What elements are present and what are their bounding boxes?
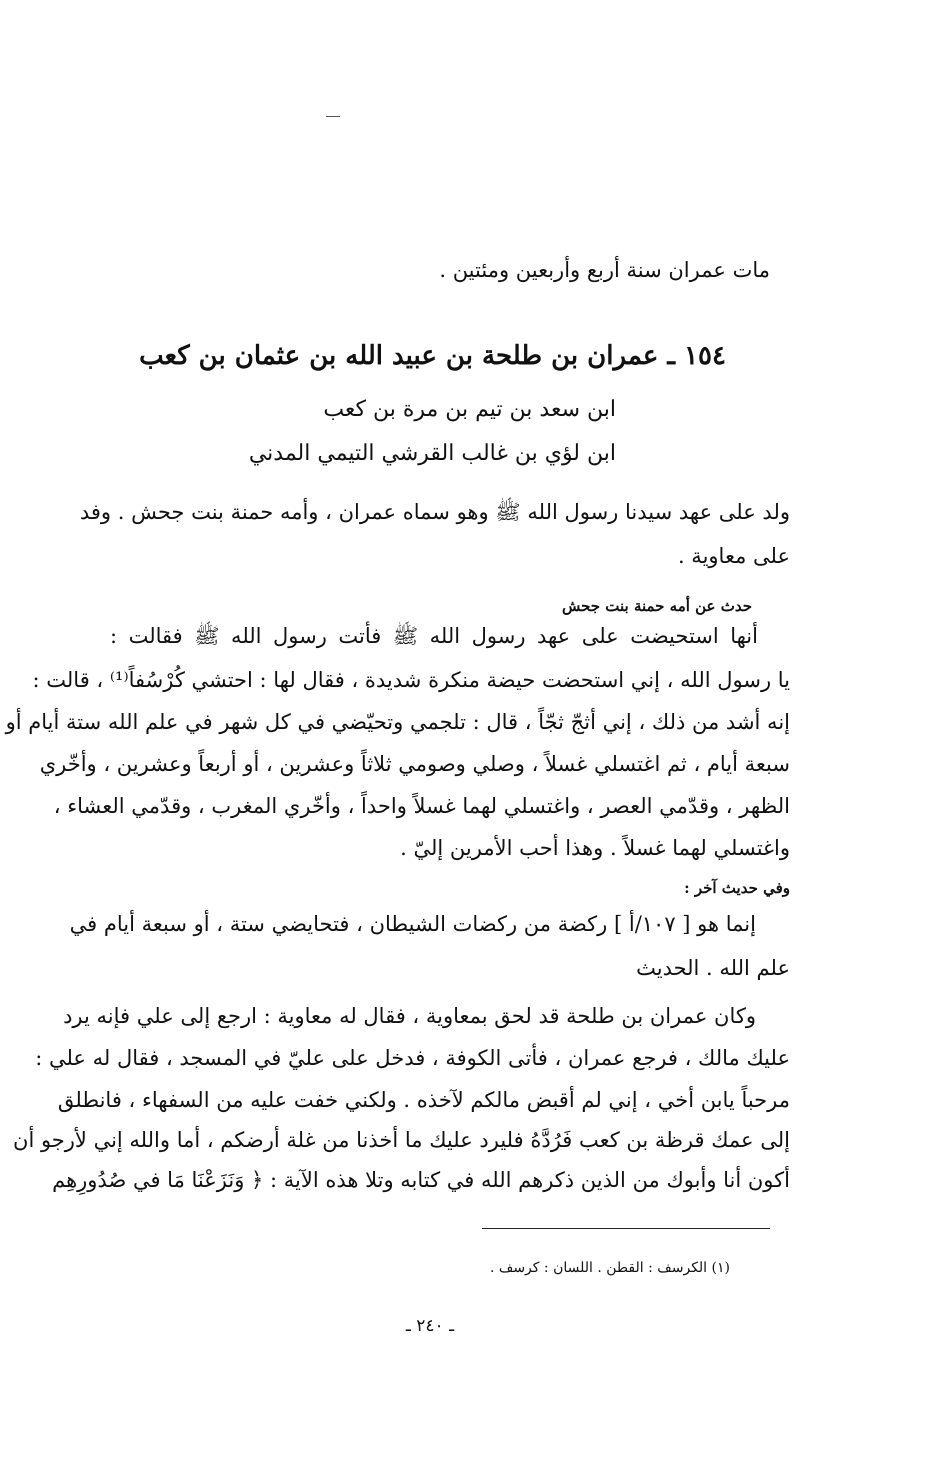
hadith-2-line-2: علم الله . الحديث <box>636 956 790 980</box>
entry-lineage-1: ابن سعد بن تيم بن مرة بن كعب <box>323 397 616 422</box>
entry-lineage-2: ابن لؤي بن غالب القرشي التيمي المدني <box>248 441 616 466</box>
hadith-2-label: وفي حديث آخر : <box>684 879 790 897</box>
story-line-1: وكان عمران بن طلحة قد لحق بمعاوية ، فقال له معاوية : ارجع إلى علي فإنه يرد <box>63 1004 756 1028</box>
hadith-1-line-3: إنه أشد من ذلك ، إني أثجّ ثجّاً ، قال : تلجمي وتحيّضي في كل شهر في علم الله ستة أيام أو <box>5 710 790 734</box>
hadith-1-label: حدث عن أمه حمنة بنت جحش <box>561 597 752 615</box>
page-number: ـ ٢٤٠ ـ <box>405 1316 455 1336</box>
intro-line-2: على معاوية . <box>677 544 790 568</box>
hadith-1-line-4: سبعة أيام ، ثم اغتسلي غسلاً ، وصلي وصومي ثلاثاً وعشرين ، أو أربعاً وعشرين ، وأخّري <box>39 752 790 776</box>
footnote-separator <box>482 1228 770 1229</box>
closing-line: مات عمران سنة أربع وأربعين ومئتين . <box>439 258 770 282</box>
footnote: (١) الكرسف : القطن . اللسان : كرسف . <box>489 1260 730 1276</box>
hadith-2-line-1: إنما هو [ ١٠٧/أ ] ركضة من ركضات الشيطان ، فتحايضي ستة ، أو سبعة أيام في <box>69 912 756 936</box>
story-line-4: إلى عمك قرظة بن كعب فَرُدَّهُ فليرد عليك ما أخذنا من غلة أرضكم ، أما والله إني لأرجو أن <box>13 1128 790 1152</box>
scan-speck <box>326 116 340 117</box>
hadith-1-line-1: أنها استحيضت على عهد رسول الله ﷺ فأتت رسول الله ﷺ فقالت : <box>110 624 758 648</box>
entry-title: ١٥٤ ـ عمران بن طلحة بن عبيد الله بن عثمان بن كعب <box>139 341 726 371</box>
story-line-3: مرحباً يابن أخي ، إني لم أقبض مالكم لآخذه . ولكني خفت عليه من السفهاء ، فانطلق <box>57 1088 790 1112</box>
hadith-1-line-5: الظهر ، وقدّمي العصر ، واغتسلي لهما غسلاً واحداً ، وأخّري المغرب ، وقدّمي العشاء ، <box>53 794 790 818</box>
hadith-1-line-2: يا رسول الله ، إني استحضت حيضة منكرة شديدة ، فقال لها : احتشي كُرْسُفاً⁽¹⁾ ، قالت : <box>32 668 790 692</box>
story-line-2: عليك مالك ، فرجع عمران ، فأتى الكوفة ، فدخل على عليّ في المسجد ، فقال له علي : <box>35 1046 790 1070</box>
story-line-5: أكون أنا وأبوك من الذين ذكرهم الله في كتابه وتلا هذه الآية : ﴿ وَنَزَعْنَا مَا في صُدُورِهِم <box>52 1168 790 1192</box>
intro-line-1: ولد على عهد سيدنا رسول الله ﷺ وهو سماه عمران ، وأمه حمنة بنت جحش . وفد <box>79 500 790 524</box>
hadith-1-line-6: واغتسلي لهما غسلاً . وهذا أحب الأمرين إليّ . <box>400 836 790 860</box>
